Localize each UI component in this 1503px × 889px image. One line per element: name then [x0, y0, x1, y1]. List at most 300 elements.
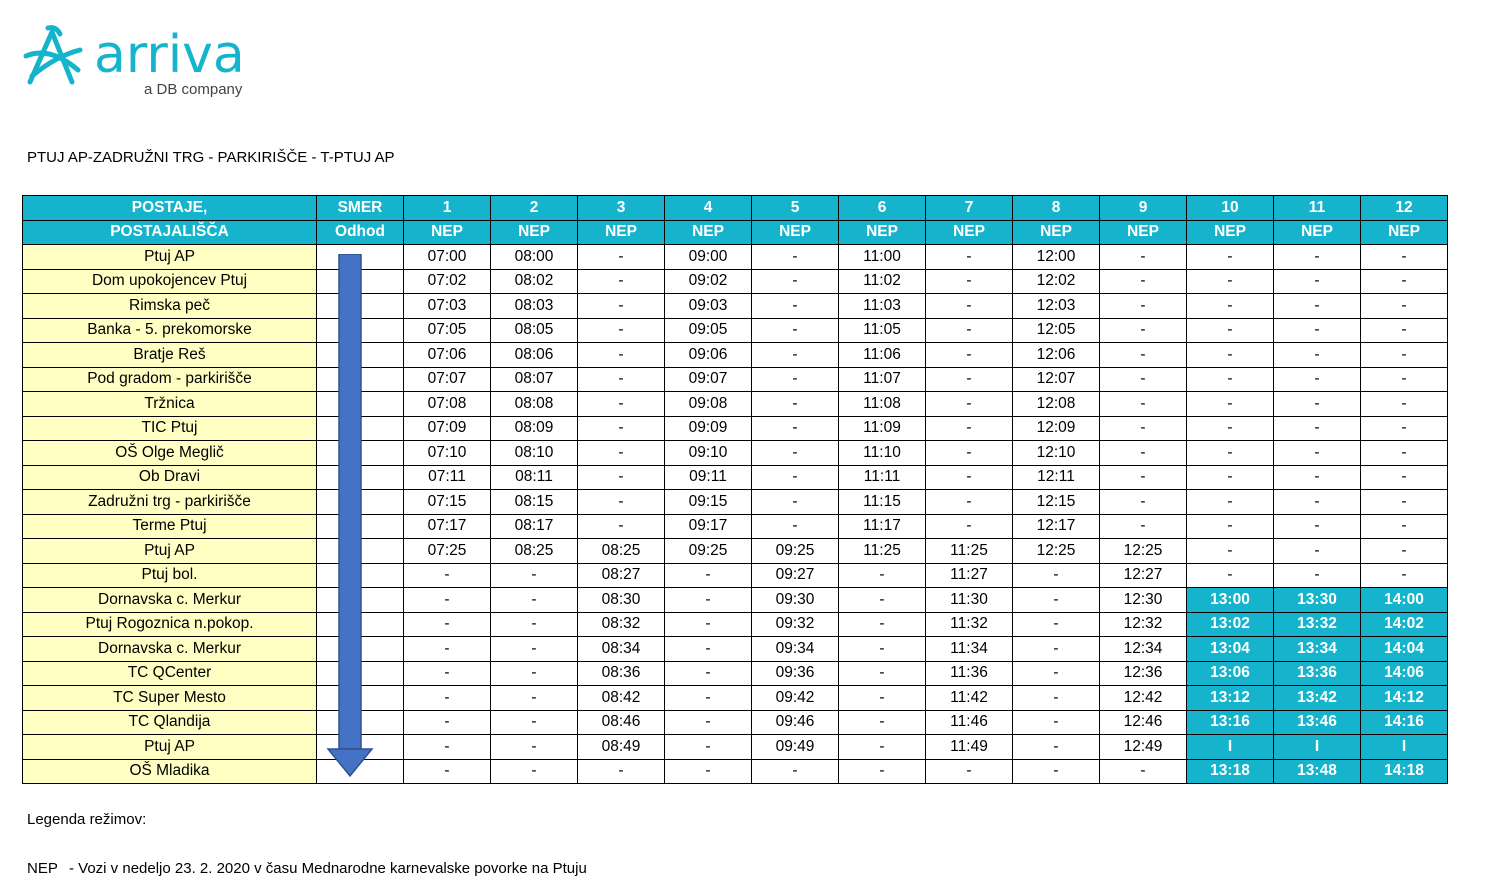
time-cell: 14:06: [1361, 661, 1448, 686]
table-row: [23, 465, 1448, 490]
time-cell: -: [1274, 514, 1361, 539]
time-cell: -: [926, 514, 1013, 539]
time-cell: 08:36: [578, 661, 665, 686]
time-cell: -: [578, 245, 665, 270]
stop-name-cell: TC Qlandija: [23, 710, 317, 735]
time-cell: 08:09: [491, 416, 578, 441]
time-cell: -: [839, 563, 926, 588]
time-cell: -: [404, 637, 491, 662]
table-row: [23, 269, 1448, 294]
time-cell: -: [1361, 343, 1448, 368]
time-cell: -: [926, 416, 1013, 441]
header-trip-cell: 7: [926, 196, 1013, 221]
stop-name-cell: Ptuj Rogoznica n.pokop.: [23, 612, 317, 637]
stop-name-cell: Zadružni trg - parkirišče: [23, 490, 317, 515]
table-header-row: [23, 220, 1448, 245]
time-cell: 07:05: [404, 318, 491, 343]
header-trip-cell: 10: [1187, 196, 1274, 221]
header-trip-cell: NEP: [665, 220, 752, 245]
header-trip-cell: 3: [578, 196, 665, 221]
time-cell: -: [1274, 318, 1361, 343]
time-cell: 08:11: [491, 465, 578, 490]
time-cell: -: [1013, 735, 1100, 760]
time-cell: 09:05: [665, 318, 752, 343]
time-cell: 12:10: [1013, 441, 1100, 466]
header-trip-cell: NEP: [839, 220, 926, 245]
time-cell: -: [1187, 416, 1274, 441]
time-cell: 08:25: [578, 539, 665, 564]
time-cell: 13:48: [1274, 759, 1361, 784]
time-cell: -: [1361, 441, 1448, 466]
time-cell: 07:06: [404, 343, 491, 368]
header-stop-cell: POSTAJE,: [23, 196, 317, 221]
time-cell: 13:30: [1274, 588, 1361, 613]
time-cell: 09:27: [752, 563, 839, 588]
time-cell: -: [752, 490, 839, 515]
time-cell: -: [665, 735, 752, 760]
time-cell: 12:32: [1100, 612, 1187, 637]
time-cell: 08:08: [491, 392, 578, 417]
time-cell: -: [578, 759, 665, 784]
header-direction-cell: SMER: [317, 196, 404, 221]
time-cell: -: [1100, 490, 1187, 515]
time-cell: -: [839, 686, 926, 711]
time-cell: -: [1013, 612, 1100, 637]
time-cell: 12:09: [1013, 416, 1100, 441]
time-cell: 13:04: [1187, 637, 1274, 662]
time-cell: 08:25: [491, 539, 578, 564]
time-cell: 12:42: [1100, 686, 1187, 711]
time-cell: 13:36: [1274, 661, 1361, 686]
header-trip-cell: 6: [839, 196, 926, 221]
time-cell: -: [665, 686, 752, 711]
timetable: [22, 195, 1448, 784]
time-cell: 07:10: [404, 441, 491, 466]
time-cell: -: [1013, 588, 1100, 613]
time-cell: 08:42: [578, 686, 665, 711]
time-cell: -: [752, 367, 839, 392]
time-cell: 11:10: [839, 441, 926, 466]
time-cell: -: [752, 441, 839, 466]
time-cell: -: [1013, 637, 1100, 662]
stop-name-cell: Dornavska c. Merkur: [23, 588, 317, 613]
time-cell: I: [1274, 735, 1361, 760]
time-cell: -: [752, 416, 839, 441]
stop-name-cell: Banka - 5. prekomorske: [23, 318, 317, 343]
time-cell: 08:10: [491, 441, 578, 466]
time-cell: 09:32: [752, 612, 839, 637]
time-cell: 09:06: [665, 343, 752, 368]
time-cell: 11:25: [839, 539, 926, 564]
time-cell: 09:42: [752, 686, 839, 711]
time-cell: -: [926, 269, 1013, 294]
time-cell: 09:15: [665, 490, 752, 515]
time-cell: 07:03: [404, 294, 491, 319]
time-cell: 12:00: [1013, 245, 1100, 270]
time-cell: 09:07: [665, 367, 752, 392]
time-cell: -: [491, 710, 578, 735]
time-cell: -: [1013, 686, 1100, 711]
time-cell: 09:30: [752, 588, 839, 613]
time-cell: -: [578, 441, 665, 466]
time-cell: 08:07: [491, 367, 578, 392]
header-trip-cell: NEP: [491, 220, 578, 245]
header-trip-cell: 12: [1361, 196, 1448, 221]
time-cell: 09:03: [665, 294, 752, 319]
time-cell: 11:27: [926, 563, 1013, 588]
time-cell: -: [491, 661, 578, 686]
time-cell: -: [1274, 367, 1361, 392]
time-cell: -: [926, 392, 1013, 417]
table-row: [23, 367, 1448, 392]
time-cell: -: [1013, 563, 1100, 588]
table-row: [23, 392, 1448, 417]
time-cell: 07:02: [404, 269, 491, 294]
time-cell: 11:09: [839, 416, 926, 441]
time-cell: -: [1187, 269, 1274, 294]
time-cell: -: [1274, 343, 1361, 368]
time-cell: 12:07: [1013, 367, 1100, 392]
time-cell: 09:17: [665, 514, 752, 539]
header-trip-cell: NEP: [404, 220, 491, 245]
time-cell: -: [1274, 563, 1361, 588]
time-cell: 07:15: [404, 490, 491, 515]
time-cell: 08:15: [491, 490, 578, 515]
time-cell: -: [491, 637, 578, 662]
time-cell: -: [491, 563, 578, 588]
time-cell: 07:11: [404, 465, 491, 490]
time-cell: -: [491, 735, 578, 760]
time-cell: -: [752, 514, 839, 539]
time-cell: 08:49: [578, 735, 665, 760]
header-trip-cell: NEP: [1187, 220, 1274, 245]
time-cell: 07:07: [404, 367, 491, 392]
time-cell: -: [491, 588, 578, 613]
time-cell: 13:02: [1187, 612, 1274, 637]
legend-title: Legenda režimov:: [27, 811, 147, 828]
table-row: [23, 318, 1448, 343]
time-cell: 12:25: [1013, 539, 1100, 564]
time-cell: -: [1361, 367, 1448, 392]
header-trip-cell: NEP: [578, 220, 665, 245]
time-cell: 08:30: [578, 588, 665, 613]
time-cell: -: [1361, 392, 1448, 417]
time-cell: -: [1361, 563, 1448, 588]
stop-name-cell: Ptuj bol.: [23, 563, 317, 588]
table-row: [23, 539, 1448, 564]
stop-name-cell: TIC Ptuj: [23, 416, 317, 441]
time-cell: 09:49: [752, 735, 839, 760]
route-title: PTUJ AP-ZADRUŽNI TRG - PARKIRIŠČE - T-PTUJ AP: [27, 149, 395, 166]
time-cell: 12:25: [1100, 539, 1187, 564]
time-cell: 11:30: [926, 588, 1013, 613]
time-cell: 14:04: [1361, 637, 1448, 662]
time-cell: -: [926, 367, 1013, 392]
time-cell: -: [1100, 392, 1187, 417]
time-cell: 11:25: [926, 539, 1013, 564]
time-cell: 13:18: [1187, 759, 1274, 784]
time-cell: 12:46: [1100, 710, 1187, 735]
time-cell: 11:42: [926, 686, 1013, 711]
time-cell: -: [926, 318, 1013, 343]
time-cell: -: [839, 637, 926, 662]
time-cell: 08:06: [491, 343, 578, 368]
header-trip-cell: NEP: [752, 220, 839, 245]
time-cell: 11:05: [839, 318, 926, 343]
time-cell: -: [839, 588, 926, 613]
time-cell: -: [752, 759, 839, 784]
time-cell: -: [1361, 269, 1448, 294]
time-cell: 09:46: [752, 710, 839, 735]
time-cell: -: [752, 318, 839, 343]
time-cell: -: [1361, 318, 1448, 343]
time-cell: -: [752, 465, 839, 490]
time-cell: 09:34: [752, 637, 839, 662]
time-cell: -: [665, 759, 752, 784]
time-cell: -: [1361, 294, 1448, 319]
table-row: [23, 441, 1448, 466]
header-trip-cell: NEP: [926, 220, 1013, 245]
time-cell: -: [1013, 710, 1100, 735]
arriva-logo: [20, 20, 290, 100]
header-trip-cell: NEP: [1100, 220, 1187, 245]
table-row: [23, 686, 1448, 711]
time-cell: 11:06: [839, 343, 926, 368]
time-cell: -: [839, 612, 926, 637]
time-cell: 07:17: [404, 514, 491, 539]
time-cell: 12:34: [1100, 637, 1187, 662]
time-cell: 08:05: [491, 318, 578, 343]
time-cell: -: [665, 612, 752, 637]
time-cell: -: [1274, 416, 1361, 441]
time-cell: 12:36: [1100, 661, 1187, 686]
time-cell: -: [926, 759, 1013, 784]
stop-name-cell: OŠ Mladika: [23, 759, 317, 784]
time-cell: 07:25: [404, 539, 491, 564]
header-trip-cell: NEP: [1361, 220, 1448, 245]
stop-name-cell: Ptuj AP: [23, 245, 317, 270]
header-trip-cell: 9: [1100, 196, 1187, 221]
time-cell: -: [1187, 294, 1274, 319]
time-cell: 07:09: [404, 416, 491, 441]
legend-item: [27, 860, 587, 877]
time-cell: -: [752, 294, 839, 319]
time-cell: 14:02: [1361, 612, 1448, 637]
time-cell: 09:02: [665, 269, 752, 294]
time-cell: 09:36: [752, 661, 839, 686]
time-cell: -: [578, 465, 665, 490]
time-cell: -: [1361, 465, 1448, 490]
time-cell: 12:08: [1013, 392, 1100, 417]
time-cell: -: [404, 661, 491, 686]
time-cell: -: [404, 710, 491, 735]
stop-name-cell: Dom upokojencev Ptuj: [23, 269, 317, 294]
stop-name-cell: Pod gradom - parkirišče: [23, 367, 317, 392]
time-cell: -: [1187, 318, 1274, 343]
time-cell: -: [1274, 294, 1361, 319]
header-trip-cell: 8: [1013, 196, 1100, 221]
time-cell: -: [1187, 392, 1274, 417]
header-direction-cell: Odhod: [317, 220, 404, 245]
time-cell: -: [1274, 465, 1361, 490]
time-cell: -: [1274, 245, 1361, 270]
time-cell: 09:25: [752, 539, 839, 564]
time-cell: -: [1100, 759, 1187, 784]
time-cell: 12:05: [1013, 318, 1100, 343]
time-cell: -: [1100, 269, 1187, 294]
time-cell: -: [752, 343, 839, 368]
table-row: [23, 588, 1448, 613]
table-row: [23, 343, 1448, 368]
time-cell: -: [1187, 441, 1274, 466]
time-cell: -: [1100, 514, 1187, 539]
time-cell: -: [1274, 441, 1361, 466]
time-cell: 09:10: [665, 441, 752, 466]
time-cell: -: [926, 490, 1013, 515]
header-trip-cell: 2: [491, 196, 578, 221]
time-cell: -: [578, 392, 665, 417]
time-cell: 11:02: [839, 269, 926, 294]
time-cell: -: [1274, 490, 1361, 515]
table-row: [23, 661, 1448, 686]
time-cell: -: [1361, 245, 1448, 270]
time-cell: -: [1187, 367, 1274, 392]
time-cell: 12:06: [1013, 343, 1100, 368]
time-cell: 13:42: [1274, 686, 1361, 711]
time-cell: -: [578, 514, 665, 539]
time-cell: 13:34: [1274, 637, 1361, 662]
time-cell: -: [752, 392, 839, 417]
time-cell: -: [1187, 539, 1274, 564]
time-cell: 08:02: [491, 269, 578, 294]
table-row: [23, 563, 1448, 588]
table-row: [23, 710, 1448, 735]
stop-name-cell: TC QCenter: [23, 661, 317, 686]
time-cell: 11:03: [839, 294, 926, 319]
time-cell: I: [1187, 735, 1274, 760]
time-cell: -: [926, 343, 1013, 368]
table-row: [23, 759, 1448, 784]
time-cell: -: [578, 490, 665, 515]
time-cell: -: [491, 612, 578, 637]
time-cell: 11:11: [839, 465, 926, 490]
table-row: [23, 514, 1448, 539]
time-cell: -: [578, 367, 665, 392]
table-row: [23, 245, 1448, 270]
time-cell: 14:12: [1361, 686, 1448, 711]
time-cell: 13:16: [1187, 710, 1274, 735]
time-cell: -: [1100, 294, 1187, 319]
table-row: [23, 416, 1448, 441]
time-cell: -: [665, 661, 752, 686]
time-cell: -: [1361, 539, 1448, 564]
brand-tagline: a DB company: [144, 81, 243, 98]
time-cell: -: [1361, 416, 1448, 441]
time-cell: -: [578, 269, 665, 294]
time-cell: 08:32: [578, 612, 665, 637]
time-cell: 09:25: [665, 539, 752, 564]
time-cell: 11:00: [839, 245, 926, 270]
time-cell: -: [1100, 416, 1187, 441]
time-cell: -: [1100, 441, 1187, 466]
header-trip-cell: 4: [665, 196, 752, 221]
time-cell: -: [839, 661, 926, 686]
time-cell: -: [1100, 245, 1187, 270]
stop-name-cell: Bratje Reš: [23, 343, 317, 368]
time-cell: 13:32: [1274, 612, 1361, 637]
stop-name-cell: Rimska peč: [23, 294, 317, 319]
arriva-logo-icon: [20, 20, 290, 100]
header-trip-cell: 11: [1274, 196, 1361, 221]
time-cell: -: [665, 563, 752, 588]
time-cell: 07:08: [404, 392, 491, 417]
time-cell: 12:49: [1100, 735, 1187, 760]
time-cell: -: [578, 318, 665, 343]
stop-name-cell: OŠ Olge Meglič: [23, 441, 317, 466]
time-cell: -: [491, 759, 578, 784]
time-cell: 12:03: [1013, 294, 1100, 319]
time-cell: -: [1100, 367, 1187, 392]
time-cell: -: [752, 245, 839, 270]
time-cell: -: [926, 245, 1013, 270]
time-cell: -: [404, 563, 491, 588]
stop-name-cell: TC Super Mesto: [23, 686, 317, 711]
time-cell: 09:00: [665, 245, 752, 270]
stop-name-cell: Tržnica: [23, 392, 317, 417]
time-cell: -: [1013, 759, 1100, 784]
time-cell: -: [1187, 514, 1274, 539]
time-cell: 11:46: [926, 710, 1013, 735]
time-cell: -: [926, 441, 1013, 466]
time-cell: 08:03: [491, 294, 578, 319]
time-cell: -: [578, 343, 665, 368]
time-cell: 08:46: [578, 710, 665, 735]
time-cell: -: [1100, 318, 1187, 343]
time-cell: -: [839, 710, 926, 735]
header-trip-cell: NEP: [1274, 220, 1361, 245]
time-cell: 11:17: [839, 514, 926, 539]
time-cell: 11:36: [926, 661, 1013, 686]
time-cell: 11:34: [926, 637, 1013, 662]
time-cell: -: [1100, 465, 1187, 490]
time-cell: -: [839, 759, 926, 784]
time-cell: 08:27: [578, 563, 665, 588]
time-cell: -: [1187, 465, 1274, 490]
header-trip-cell: 5: [752, 196, 839, 221]
time-cell: 11:07: [839, 367, 926, 392]
time-cell: I: [1361, 735, 1448, 760]
time-cell: 09:11: [665, 465, 752, 490]
table-row: [23, 735, 1448, 760]
table-row: [23, 490, 1448, 515]
time-cell: 13:12: [1187, 686, 1274, 711]
time-cell: 08:17: [491, 514, 578, 539]
time-cell: 11:08: [839, 392, 926, 417]
time-cell: -: [926, 294, 1013, 319]
time-cell: 14:18: [1361, 759, 1448, 784]
brand-wordmark: arriva: [94, 25, 245, 85]
time-cell: 12:27: [1100, 563, 1187, 588]
time-cell: -: [1274, 539, 1361, 564]
legend-code: NEP: [27, 860, 58, 877]
time-cell: 11:49: [926, 735, 1013, 760]
time-cell: 13:06: [1187, 661, 1274, 686]
time-cell: 09:08: [665, 392, 752, 417]
header-trip-cell: NEP: [1013, 220, 1100, 245]
time-cell: -: [1274, 392, 1361, 417]
stop-name-cell: Ptuj AP: [23, 735, 317, 760]
time-cell: 12:11: [1013, 465, 1100, 490]
